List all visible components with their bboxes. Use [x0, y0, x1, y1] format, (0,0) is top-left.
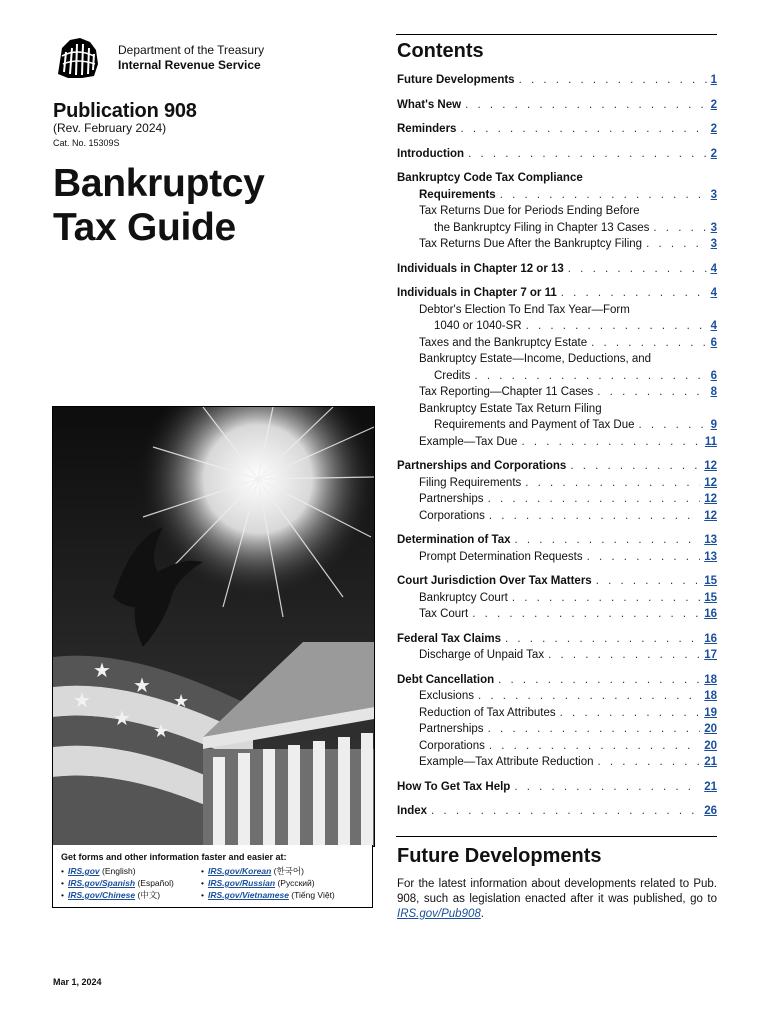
toc-page-link[interactable]: 13: [704, 534, 717, 546]
toc-page-link[interactable]: 12: [704, 509, 717, 522]
toc-entry[interactable]: [397, 384, 717, 401]
toc-page-link[interactable]: 18: [704, 673, 717, 686]
toc-entry[interactable]: [397, 803, 717, 820]
toc-page-link[interactable]: 2: [710, 98, 717, 111]
language-name: (Español): [137, 878, 174, 888]
toc-page-link[interactable]: 18: [704, 690, 717, 702]
toc-page-link[interactable]: 6: [710, 336, 717, 349]
toc-label: Bankruptcy Court: [419, 591, 508, 604]
toc-entry[interactable]: [397, 705, 717, 722]
toc-label: Reduction of Tax Attributes: [419, 706, 556, 719]
toc-label: Individuals in Chapter 12 or 13: [397, 262, 564, 275]
toc-label: Federal Tax Claims: [397, 632, 501, 645]
table-of-contents: [397, 72, 717, 820]
leader-dots: [561, 285, 707, 302]
revision-date: (Rev. February 2024): [53, 121, 167, 135]
svg-text:★: ★: [93, 658, 111, 682]
publication-number: Publication 908: [53, 100, 197, 122]
leader-dots: [568, 261, 707, 278]
irs-link-russian[interactable]: IRS.gov/Russian: [207, 878, 276, 888]
toc-entry[interactable]: [397, 285, 717, 302]
irs-link-english[interactable]: IRS.gov: [67, 866, 100, 876]
toc-page-link[interactable]: 19: [704, 706, 717, 719]
toc-label: Discharge of Unpaid Tax: [419, 649, 545, 661]
leader-dots: [478, 688, 700, 705]
toc-entry[interactable]: [397, 146, 717, 163]
toc-entry[interactable]: [397, 72, 717, 89]
toc-page-link[interactable]: 3: [710, 221, 717, 234]
toc-label-line: Bankruptcy Code Tax Compliance: [397, 172, 583, 184]
toc-label: Corporations: [419, 509, 485, 522]
cover-illustration: [52, 406, 375, 847]
toc-label: Court Jurisdiction Over Tax Matters: [397, 575, 592, 587]
leader-dots: [598, 754, 701, 771]
toc-entry[interactable]: [397, 532, 717, 549]
toc-page-link[interactable]: 8: [710, 386, 717, 398]
future-developments-rule: [396, 836, 717, 837]
toc-entry[interactable]: [397, 738, 717, 755]
toc-entry[interactable]: [397, 721, 717, 738]
toc-label: Partnerships: [419, 493, 484, 505]
future-developments-text: For the latest information about developments related to Pub. 908, such as legislation enacted after it was published, go to: [397, 878, 717, 905]
language-link-item: [61, 865, 201, 877]
toc-page-link[interactable]: 16: [704, 632, 717, 645]
toc-label: Introduction: [397, 147, 465, 160]
toc-page-link[interactable]: 13: [704, 550, 717, 563]
toc-label: Credits: [434, 369, 471, 382]
toc-entry[interactable]: [397, 335, 717, 352]
leader-dots: [646, 236, 707, 253]
toc-label: the Bankruptcy Filing in Chapter 13 Cases: [434, 221, 650, 234]
toc-page-link[interactable]: 20: [704, 723, 717, 735]
toc-label: Requirements: [419, 188, 496, 201]
toc-entry[interactable]: [397, 606, 717, 623]
future-developments-tail: .: [480, 908, 484, 920]
leader-dots: [570, 458, 700, 475]
toc-page-link[interactable]: 6: [710, 369, 717, 382]
toc-entry[interactable]: [397, 318, 717, 335]
toc-label: Prompt Determination Requests: [419, 550, 583, 563]
leader-dots: [489, 738, 700, 755]
toc-page-link[interactable]: 2: [710, 123, 717, 135]
language-link-item: [61, 889, 201, 901]
toc-page-link[interactable]: 21: [704, 780, 717, 793]
toc-entry[interactable]: [397, 491, 717, 508]
toc-entry[interactable]: [397, 458, 717, 475]
toc-label: Corporations: [419, 739, 485, 752]
contents-heading: Contents: [397, 40, 484, 62]
agency-name: Internal Revenue Service: [118, 58, 261, 72]
toc-page-link[interactable]: 26: [704, 805, 717, 817]
contents-top-rule: [396, 34, 717, 35]
toc-label: Exclusions: [419, 690, 474, 702]
toc-entry[interactable]: [397, 590, 717, 607]
toc-page-link[interactable]: 15: [704, 575, 717, 587]
toc-entry[interactable]: [397, 261, 717, 278]
toc-page-link[interactable]: 20: [704, 739, 717, 752]
toc-label: 1040 or 1040-SR: [434, 320, 522, 332]
toc-label: Taxes and the Bankruptcy Estate: [419, 336, 588, 349]
irs-eagle-logo-icon: [52, 34, 102, 80]
toc-label: Tax Court: [419, 608, 469, 620]
language-link-item: [61, 877, 201, 889]
toc-label: How To Get Tax Help: [397, 780, 511, 793]
toc-entry[interactable]: [397, 779, 717, 796]
svg-text:★: ★: [73, 688, 91, 712]
leader-dots: [512, 590, 700, 607]
leader-dots: [465, 97, 707, 114]
title-line-2: Tax Guide: [53, 206, 236, 249]
leader-dots: [596, 573, 701, 590]
toc-label-line: Debtor's Election To End Tax Year—Form: [419, 303, 630, 316]
leader-dots: [488, 491, 701, 508]
toc-label: Reminders: [397, 123, 457, 135]
toc-label: Tax Returns Due After the Bankruptcy Filing: [419, 238, 643, 250]
irs-link-korean[interactable]: IRS.gov/Korean: [207, 866, 272, 876]
toc-entry[interactable]: [397, 236, 717, 253]
toc-entry[interactable]: [397, 368, 717, 385]
toc-entry[interactable]: [397, 647, 717, 664]
toc-entry[interactable]: [397, 688, 717, 705]
irs-link-vietnamese[interactable]: IRS.gov/Vietnamese: [207, 890, 289, 900]
toc-entry[interactable]: [397, 97, 717, 114]
toc-page-link[interactable]: 17: [704, 649, 717, 661]
leader-dots: [591, 335, 706, 352]
leader-dots: [597, 384, 706, 401]
svg-text:★: ★: [153, 721, 170, 742]
leader-dots: [488, 721, 701, 738]
toc-page-link[interactable]: 15: [704, 591, 717, 604]
toc-label: What's New: [397, 98, 462, 111]
irs-link-chinese[interactable]: IRS.gov/Chinese: [67, 890, 136, 900]
toc-page-link[interactable]: 4: [710, 262, 717, 275]
toc-page-link[interactable]: 9: [710, 419, 717, 431]
toc-label: Index: [397, 805, 428, 817]
toc-label-line: Tax Returns Due for Periods Ending Before: [419, 205, 640, 217]
language-link-item: [201, 889, 361, 901]
language-name: (Русский): [277, 878, 315, 888]
get-forms-title: Get forms and other information faster and easier at:: [61, 852, 287, 862]
toc-label: Tax Reporting—Chapter 11 Cases: [419, 386, 594, 398]
leader-dots: [498, 672, 700, 689]
toc-page-link[interactable]: 21: [704, 756, 717, 768]
leader-dots: [472, 606, 700, 623]
language-link-item: [201, 865, 361, 877]
leader-dots: [519, 72, 707, 89]
toc-entry[interactable]: [397, 672, 717, 689]
toc-label-line: Bankruptcy Estate Tax Return Filing: [419, 402, 602, 415]
title-line-1: Bankruptcy: [53, 162, 265, 205]
leader-dots: [560, 705, 701, 722]
leader-dots: [489, 508, 700, 525]
leader-dots: [521, 434, 700, 451]
toc-label: Debt Cancellation: [397, 673, 495, 686]
language-name: (中文): [137, 890, 161, 900]
svg-text:★: ★: [133, 673, 151, 697]
toc-entry[interactable]: [397, 187, 717, 204]
toc-label: Example—Tax Attribute Reduction: [419, 756, 594, 768]
publication-date: Mar 1, 2024: [53, 977, 102, 987]
department-heading: [118, 43, 264, 73]
toc-entry[interactable]: [397, 220, 717, 237]
irs-language-links: [61, 865, 364, 901]
irs-link-spanish[interactable]: IRS.gov/Spanish: [67, 878, 136, 888]
toc-page-link[interactable]: 12: [704, 460, 717, 472]
toc-entry[interactable]: [397, 573, 717, 590]
toc-page-link[interactable]: 1: [710, 74, 717, 86]
leader-dots: [526, 318, 707, 335]
leader-dots: [525, 475, 700, 492]
leader-dots: [587, 549, 701, 566]
toc-label: Filing Requirements: [419, 476, 522, 489]
toc-entry[interactable]: [397, 434, 717, 451]
leader-dots: [505, 631, 700, 648]
future-developments-body: [397, 877, 717, 922]
toc-page-link[interactable]: 11: [704, 435, 717, 448]
toc-label: Example—Tax Due: [419, 435, 518, 448]
toc-label-line: Bankruptcy Estate—Income, Deductions, and: [419, 353, 652, 365]
language-name: (한국어): [273, 866, 304, 876]
leader-dots: [474, 368, 706, 385]
toc-page-link[interactable]: 4: [710, 287, 717, 299]
toc-entry[interactable]: [397, 631, 717, 648]
pub908-link[interactable]: IRS.gov/Pub908: [397, 908, 481, 920]
leader-dots: [515, 532, 701, 549]
document-title: [53, 162, 265, 250]
toc-page-link[interactable]: 4: [710, 320, 717, 332]
toc-page-link[interactable]: 12: [704, 493, 717, 505]
toc-label: Future Developments: [397, 74, 515, 86]
leader-dots: [548, 647, 700, 664]
toc-label: Partnerships: [419, 723, 484, 735]
toc-entry[interactable]: [397, 121, 717, 138]
toc-entry[interactable]: [397, 417, 717, 434]
svg-text:★: ★: [113, 706, 131, 730]
toc-entry[interactable]: [397, 549, 717, 566]
toc-label: Determination of Tax: [397, 534, 511, 546]
toc-page-link[interactable]: 2: [710, 147, 717, 160]
toc-page-link[interactable]: 12: [704, 476, 717, 489]
language-name: (English): [102, 866, 136, 876]
toc-entry[interactable]: [397, 475, 717, 492]
toc-page-link[interactable]: 3: [710, 188, 717, 201]
language-link-item: [201, 877, 361, 889]
department-name: Department of the Treasury: [118, 43, 265, 57]
toc-page-link[interactable]: 3: [710, 238, 717, 250]
toc-entry[interactable]: [397, 754, 717, 771]
toc-label: Individuals in Chapter 7 or 11: [397, 287, 557, 299]
future-developments-heading: Future Developments: [397, 845, 602, 867]
toc-entry[interactable]: [397, 508, 717, 525]
leader-dots: [431, 803, 700, 820]
toc-label: Partnerships and Corporations: [397, 460, 567, 472]
svg-text:★: ★: [173, 691, 190, 712]
leader-dots: [500, 187, 707, 204]
leader-dots: [468, 146, 707, 163]
toc-page-link[interactable]: 16: [704, 608, 717, 620]
leader-dots: [514, 779, 700, 796]
language-name: (Tiếng Việt): [291, 890, 335, 900]
get-forms-box: [52, 845, 373, 908]
toc-label: Requirements and Payment of Tax Due: [434, 419, 635, 431]
leader-dots: [460, 121, 706, 138]
leader-dots: [639, 417, 707, 434]
catalog-number: Cat. No. 15309S: [53, 138, 120, 148]
leader-dots: [653, 220, 706, 237]
